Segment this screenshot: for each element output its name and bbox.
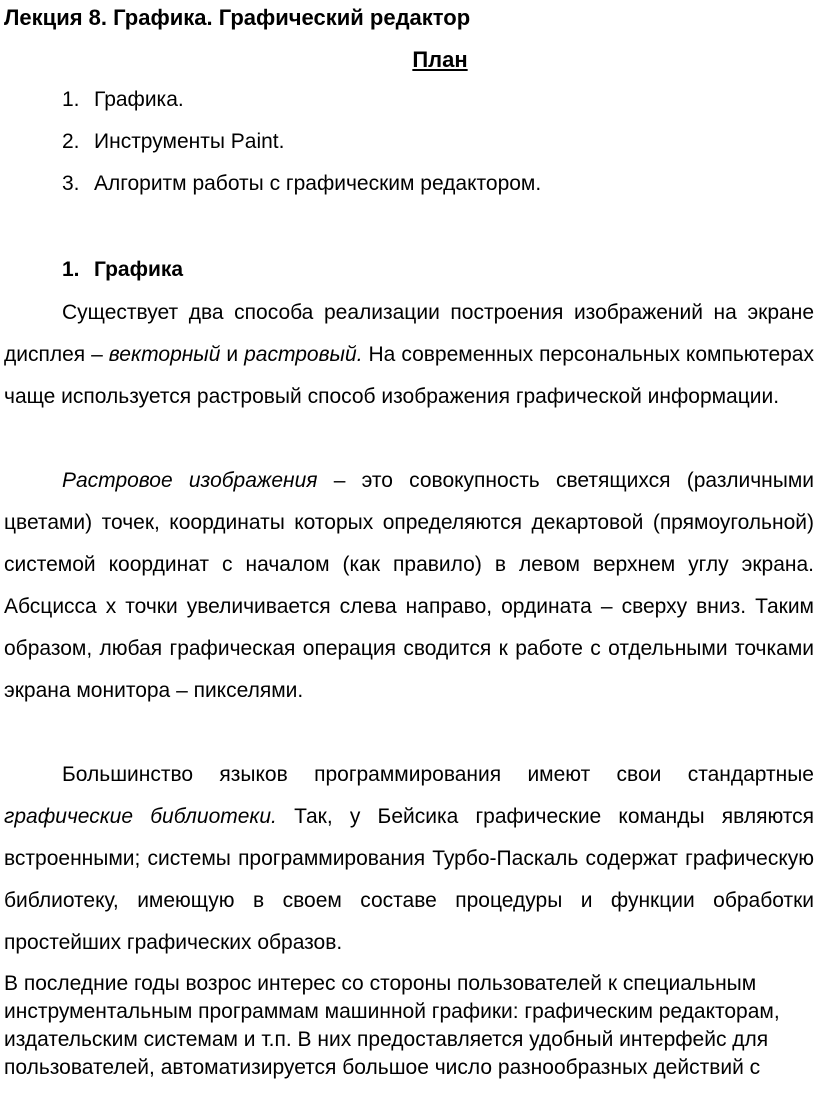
document-title: Лекция 8. Графика. Графический редактор	[4, 5, 471, 30]
text-run: Так, у Бейсика графические команды являются встроенными; системы программирования Турбо-Паскаль содержат графическую библиотеку, имеющую в своем составе процедуры и функции обработки простейших графических образов.	[4, 805, 814, 954]
section-title: Графика	[94, 258, 184, 281]
plan-item-text: Алгоритм работы с графическим редактором.	[94, 172, 542, 195]
paragraph-graphic-editors: В последние годы возрос интерес со стороны пользователей к специальным инструментальным программам машинной графики: графическим редакторам, издательским системам и т.п. В них предоставляется удобный интерфейс для пользователей, автоматизируется большое число разнообразных действий с	[4, 972, 780, 1079]
section-number: 1.	[62, 258, 80, 281]
text-run: Существует два способа реализации построения изображений на экране дисплея –	[4, 301, 814, 366]
paragraph-vector-raster	[4, 292, 814, 418]
plan-item-number: 1.	[62, 88, 80, 111]
italic-term: графические библиотеки.	[4, 805, 277, 828]
italic-term: Растровое изображения	[62, 469, 318, 492]
plan-item-number: 2.	[62, 130, 80, 153]
text-run: и	[220, 343, 245, 366]
plan-item-text: Графика.	[94, 88, 184, 111]
italic-term: растровый.	[244, 343, 363, 366]
text-run: – это совокупность светящихся (различными цветами) точек, координаты которых определяются декартовой (прямоугольной) системой координат с началом (как правило) в левом верхнем углу экрана. Абсцисса x точки увеличивается слева направо, ордината – сверху вниз. Таким образом, любая графическая операция сводится к работе с отдельными точками экрана монитора – пикселями.	[4, 469, 814, 702]
paragraph-graphic-libraries	[4, 754, 814, 964]
plan-item-number: 3.	[62, 172, 80, 195]
plan-item-text: Инструменты Paint.	[94, 130, 285, 153]
paragraph-raster-image	[4, 460, 814, 712]
plan-heading: План	[412, 47, 468, 72]
italic-term: векторный	[108, 343, 221, 366]
text-run: На современных персональных компьютерах чаще используется растровый способ изображения графической информации.	[4, 343, 814, 408]
text-run: Большинство языков программирования имеют свои стандартные	[62, 763, 814, 786]
